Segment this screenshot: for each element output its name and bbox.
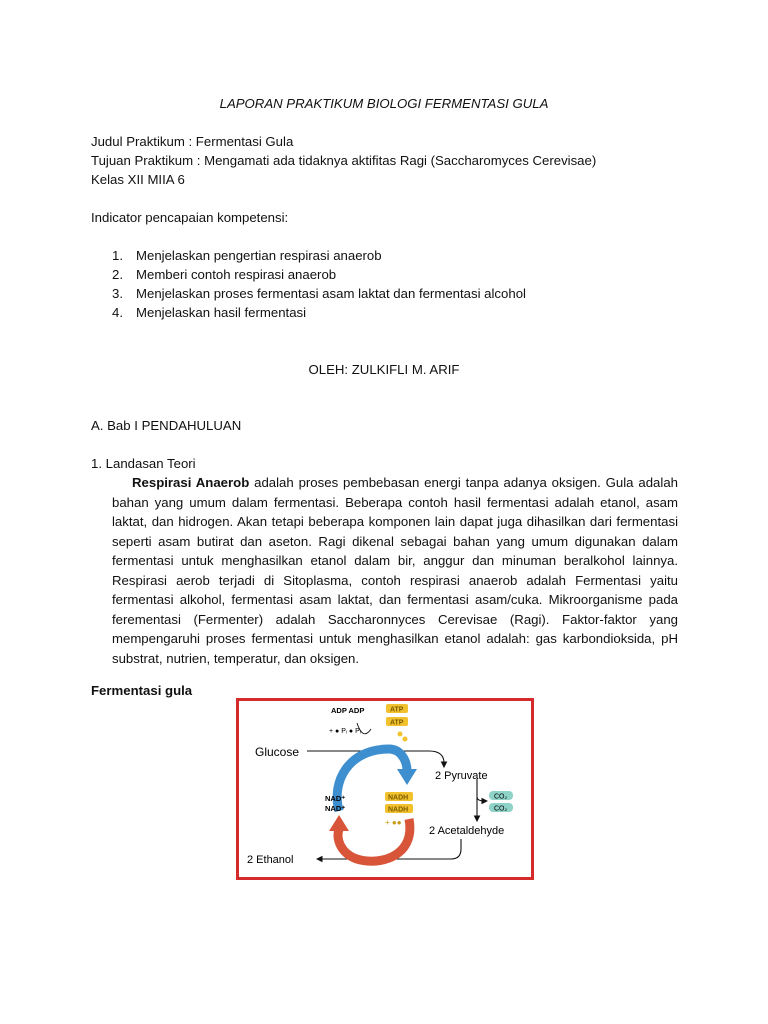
list-number: 1. xyxy=(112,248,123,263)
ethanol-label: 2 Ethanol xyxy=(247,854,294,866)
list-item xyxy=(112,305,306,320)
list-text: Menjelaskan pengertian respirasi anaerob xyxy=(136,248,382,263)
pyruvate-label: 2 Pyruvate xyxy=(435,770,488,782)
h-plus-label: + ●● xyxy=(385,818,402,827)
list-number: 4. xyxy=(112,305,123,320)
atp-phosphate-dot xyxy=(403,737,408,742)
pi-label: + ● Pᵢ ● Pᵢ xyxy=(329,728,361,735)
judul-praktikum: Judul Praktikum : Fermentasi Gula xyxy=(91,134,294,149)
atp-label-1: ATP xyxy=(390,706,404,714)
adp-label: ADP ADP xyxy=(331,706,365,715)
co2-label-2: CO₂ xyxy=(494,805,508,813)
co2-label-1: CO₂ xyxy=(494,793,508,801)
list-item xyxy=(112,248,382,263)
document-title: LAPORAN PRAKTIKUM BIOLOGI FERMENTASI GULA xyxy=(219,96,549,111)
acetaldehyde-label: 2 Acetaldehyde xyxy=(429,825,505,837)
list-text: Menjelaskan hasil fermentasi xyxy=(136,305,307,320)
list-number: 2. xyxy=(112,267,123,282)
tujuan-praktikum: Tujuan Praktikum : Mengamati ada tidaknya aktifitas Ragi (Saccharomyces Cerevisae) xyxy=(91,153,597,168)
indicator-heading: Indicator pencapaian kompetensi: xyxy=(91,210,289,225)
theory-paragraph xyxy=(112,473,678,668)
author-line: OLEH: ZULKIFLI M. ARIF xyxy=(308,362,460,377)
list-number: 3. xyxy=(112,286,123,301)
blue-cycle-arrow xyxy=(337,749,407,811)
section-heading: A. Bab I PENDAHULUAN xyxy=(91,418,242,433)
glucose-label: Glucose xyxy=(255,745,300,759)
nad-label-1: NAD⁺ xyxy=(325,794,346,803)
fermentation-diagram xyxy=(236,698,534,880)
lead-term: Respirasi Anaerob xyxy=(132,475,250,490)
atp-label-2: ATP xyxy=(390,719,404,727)
paragraph-body: adalah proses pembebasan energi tanpa adanya oksigen. Gula adalah bahan yang umum dalam fermentasi. Beberapa contoh hasil fermentasi adalah etanol, asam laktat, dan hidrogen. Akan tetapi beberapa komponen lain dapat juga dihasilkan dari fermentasi seperti asam butirat dan aseton. Ragi dikenal sebagai bahan yang umum digunakan dalam fermentasi untuk menghasilkan etanol dalam bir, anggur dan minuman beralkohol lainnya. Respirasi aerob terjadi di Sitoplasma, contoh respirasi anaerob adalah Fermentasi yaitu fermentasi alkohol, fermentasi asam laktat, dan fermentasi asam/cuka. Mikroorganisme pada ferementasi (Fermenter) adalah Saccharonnyces Cerevisae (Ragi). Faktor-faktor yang mempengaruhi proses fermentasi untuk menghasilkan etanol adalah: gas karbondioksida, pH substrat, nutrien, temperatur, dan oksigen. xyxy=(112,475,678,666)
nad-label-2: NAD⁺ xyxy=(325,804,346,813)
figure-heading: Fermentasi gula xyxy=(91,683,193,698)
nadh-label-2: NADH xyxy=(388,806,409,814)
kelas: Kelas XII MIIA 6 xyxy=(91,172,185,187)
red-arrowhead xyxy=(329,815,349,831)
atp-phosphate-dot xyxy=(398,732,403,737)
co2-branch-line xyxy=(477,797,487,801)
subsection-heading: 1. Landasan Teori xyxy=(91,456,196,471)
list-text: Memberi contoh respirasi anaerob xyxy=(136,267,337,282)
blue-arrowhead xyxy=(397,769,417,785)
list-item xyxy=(112,267,336,282)
nadh-label-1: NADH xyxy=(388,794,409,802)
diagram-svg xyxy=(239,701,531,877)
list-item xyxy=(112,286,526,301)
list-text: Menjelaskan proses fermentasi asam laktat dan fermentasi alcohol xyxy=(136,286,526,301)
